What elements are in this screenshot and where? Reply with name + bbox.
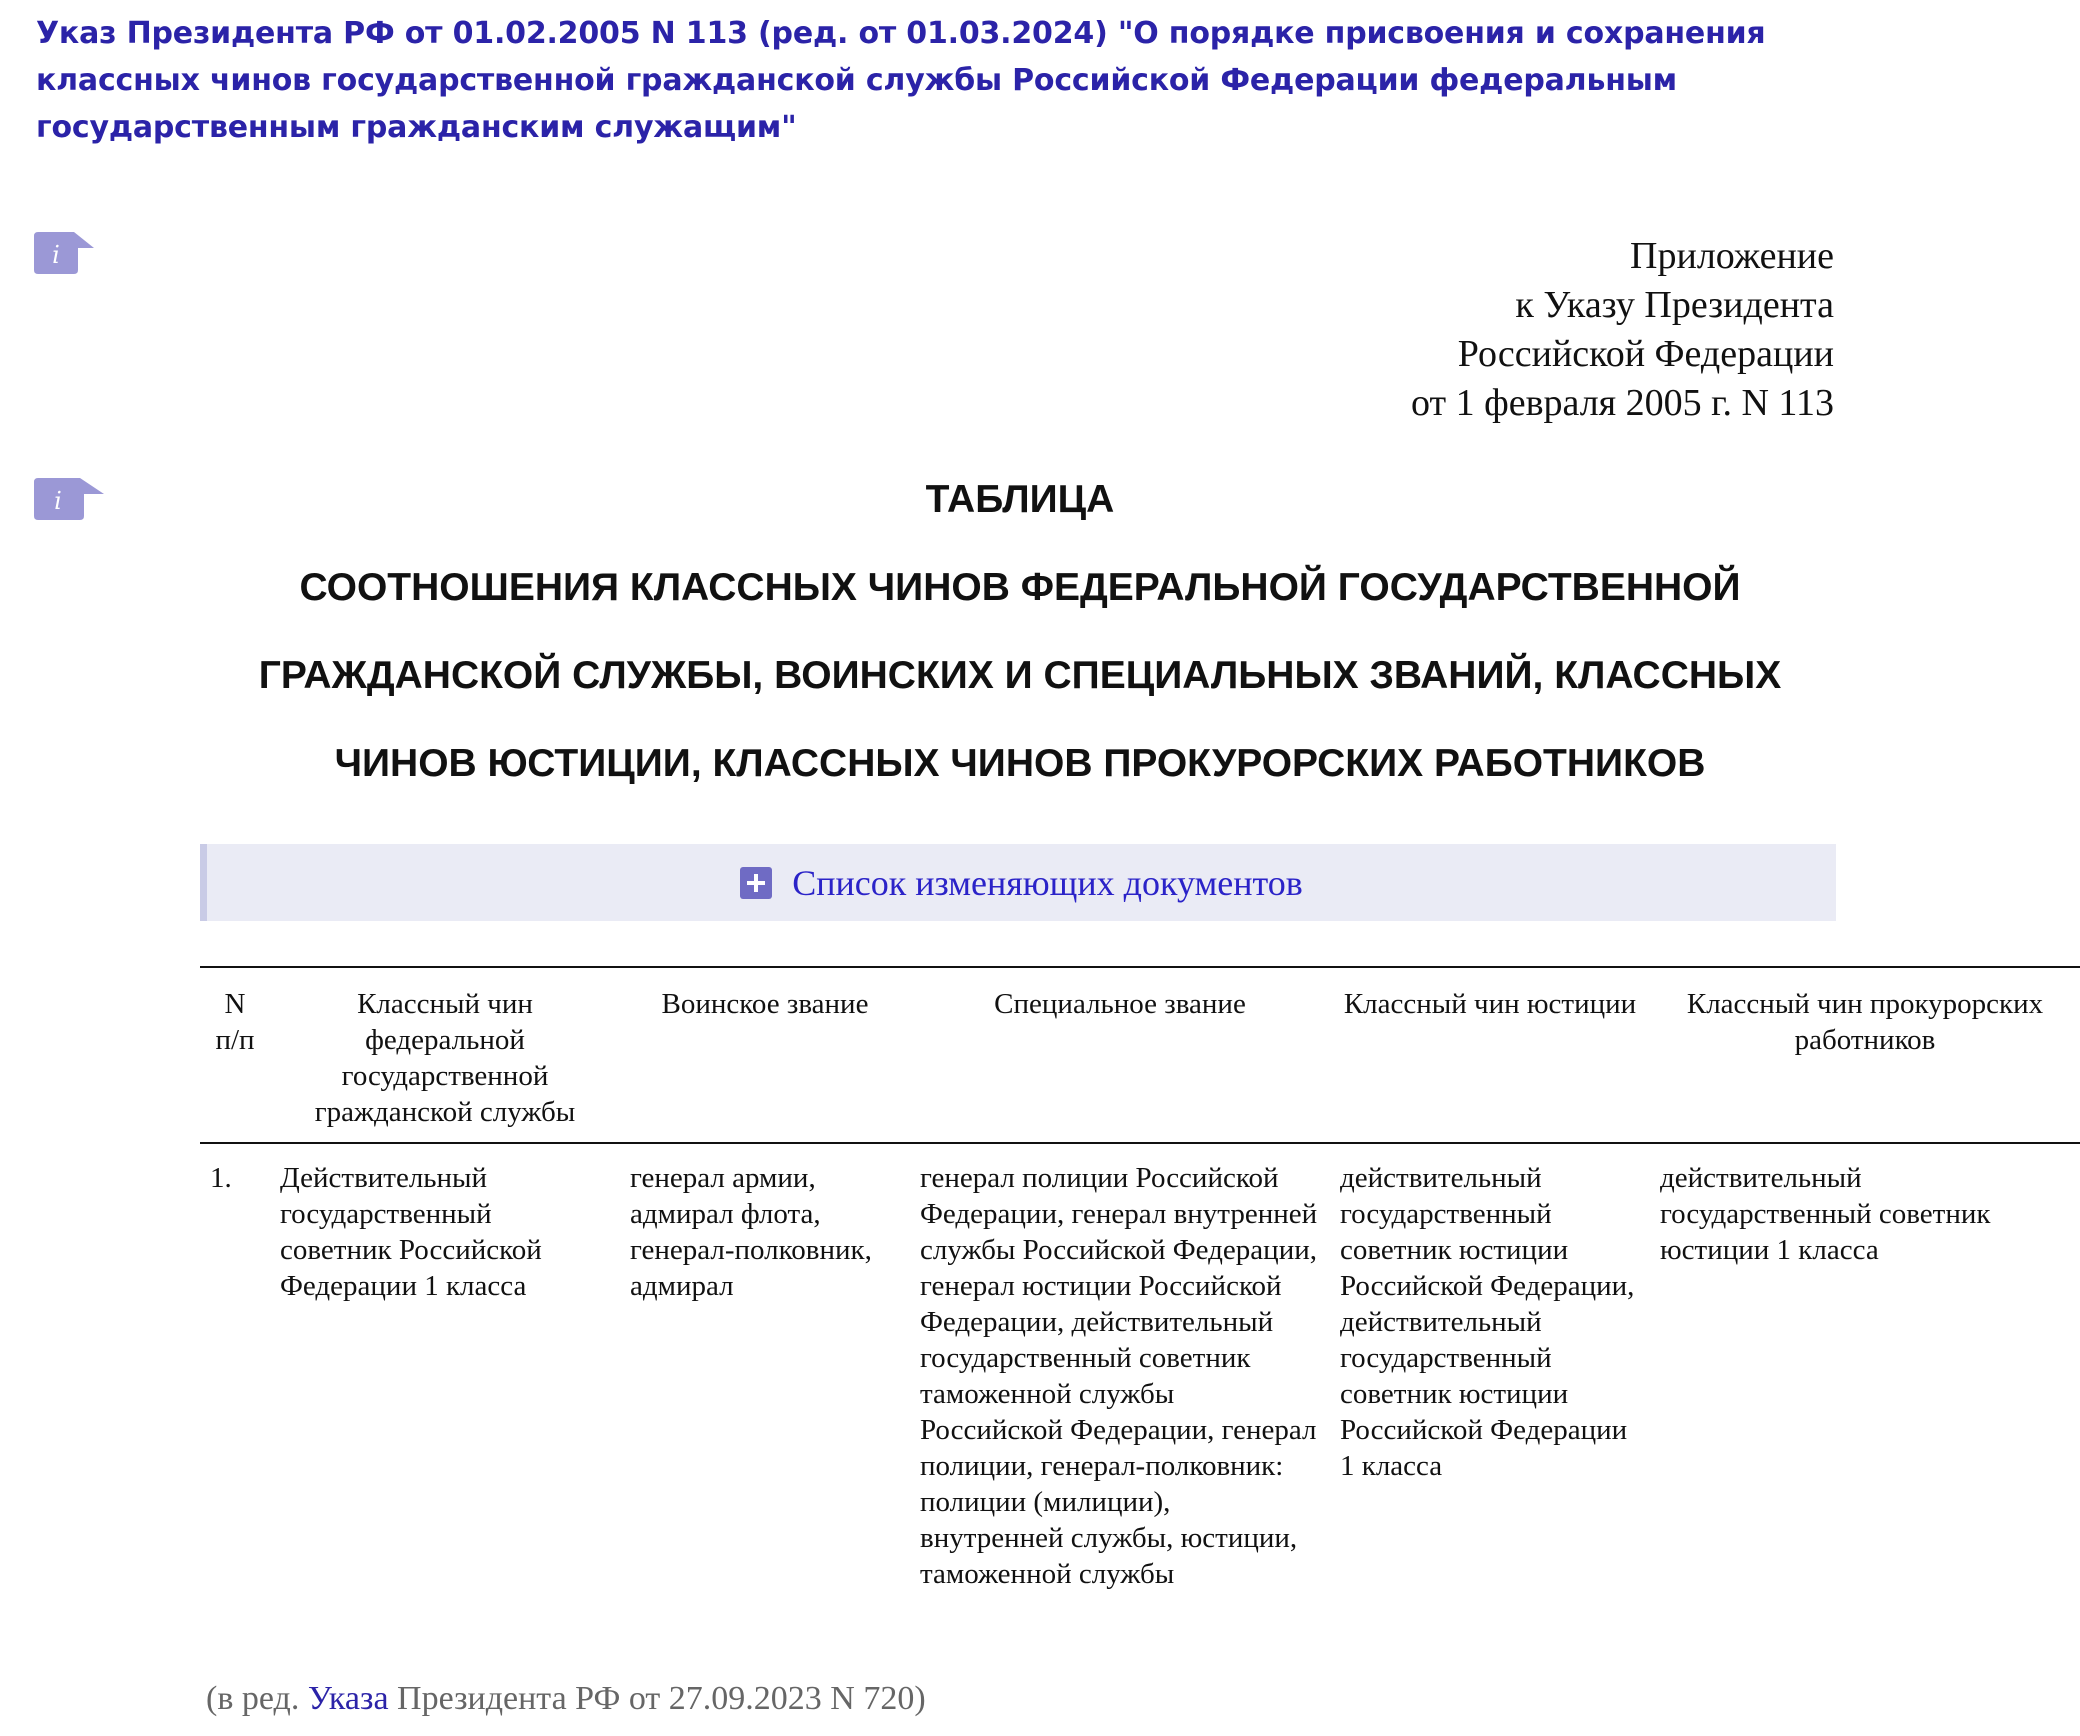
header-justice-rank: Классный чин юстиции [1330,967,1650,1143]
header-prosecutor-rank: Классный чин прокурорских работников [1650,967,2080,1143]
cell-justice-rank: действительный государственный советник юстиции Российской Федерации, действительный государственный советник юстиции Российской Федерации 1 класса [1340,1162,1635,1482]
cell-military-rank: генерал армии, адмирал флота, генерал-полковник, адмирал [630,1162,872,1302]
ranks-table [200,966,2080,1592]
edition-note [206,1680,926,1718]
header-number: N п/п [200,967,270,1143]
table-row [200,1143,2080,1592]
info-icon[interactable] [34,232,94,274]
appendix-line: Российской Федерации [1457,333,1834,375]
table-heading-title: ТАБЛИЦА [925,478,1115,521]
appendix-line: Приложение [1630,235,1834,277]
expand-plus-icon[interactable] [740,867,772,899]
ranks-table-container [200,966,2044,1686]
edition-suffix: Президента РФ от 27.09.2023 N 720) [388,1680,926,1717]
svg-text:i: i [52,241,60,269]
edition-prefix: (в ред. [206,1680,308,1717]
changing-documents-link[interactable]: Список изменяющих документов [792,862,1303,903]
edition-decree-link[interactable]: Указа [307,1680,389,1717]
cell-civil-rank: Действительный государственный советник Российской Федерации 1 класса [280,1162,542,1302]
table-header-row [200,967,2080,1143]
appendix-line: от 1 февраля 2005 г. N 113 [1410,382,1834,424]
cell-special-rank: генерал полиции Российской Федерации, генерал внутренней службы Российской Федерации, генерал юстиции Российской Федерации, действительный государственный советник таможенной службы Российской Федерации, генерал полиции, генерал-полковник: полиции (милиции), внутренней службы, юстиции, таможенной службы [920,1162,1318,1590]
info-icon[interactable] [34,478,94,520]
table-heading-subtitle: СООТНОШЕНИЯ КЛАССНЫХ ЧИНОВ ФЕДЕРАЛЬНОЙ ГОСУДАРСТВЕННОЙ [299,566,1741,609]
appendix-line: к Указу Президента [1515,284,1834,326]
header-special-rank: Специальное звание [910,967,1330,1143]
appendix-block [1411,232,1834,428]
svg-text:i: i [54,487,62,515]
cell-number: 1. [210,1162,232,1194]
table-heading-subtitle: ЧИНОВ ЮСТИЦИИ, КЛАССНЫХ ЧИНОВ ПРОКУРОРСКИХ РАБОТНИКОВ [334,742,1706,785]
header-military-rank: Воинское звание [620,967,910,1143]
header-civil-rank: Классный чин федеральной государственной гражданской службы [270,967,620,1143]
cell-prosecutor-rank: действительный государственный советник юстиции 1 класса [1660,1162,1991,1266]
table-heading-subtitle: ГРАЖДАНСКОЙ СЛУЖБЫ, ВОИНСКИХ И СПЕЦИАЛЬНЫХ ЗВАНИЙ, КЛАССНЫХ [258,654,1782,697]
changing-documents-bar [200,844,1836,921]
document-title[interactable]: Указ Президента РФ от 01.02.2005 N 113 (ред. от 01.03.2024) "О порядке присвоения и сохранения классных чинов государственной гражданской службы Российской Федерации федеральным государственным гражданским служащим" [36,16,1766,145]
